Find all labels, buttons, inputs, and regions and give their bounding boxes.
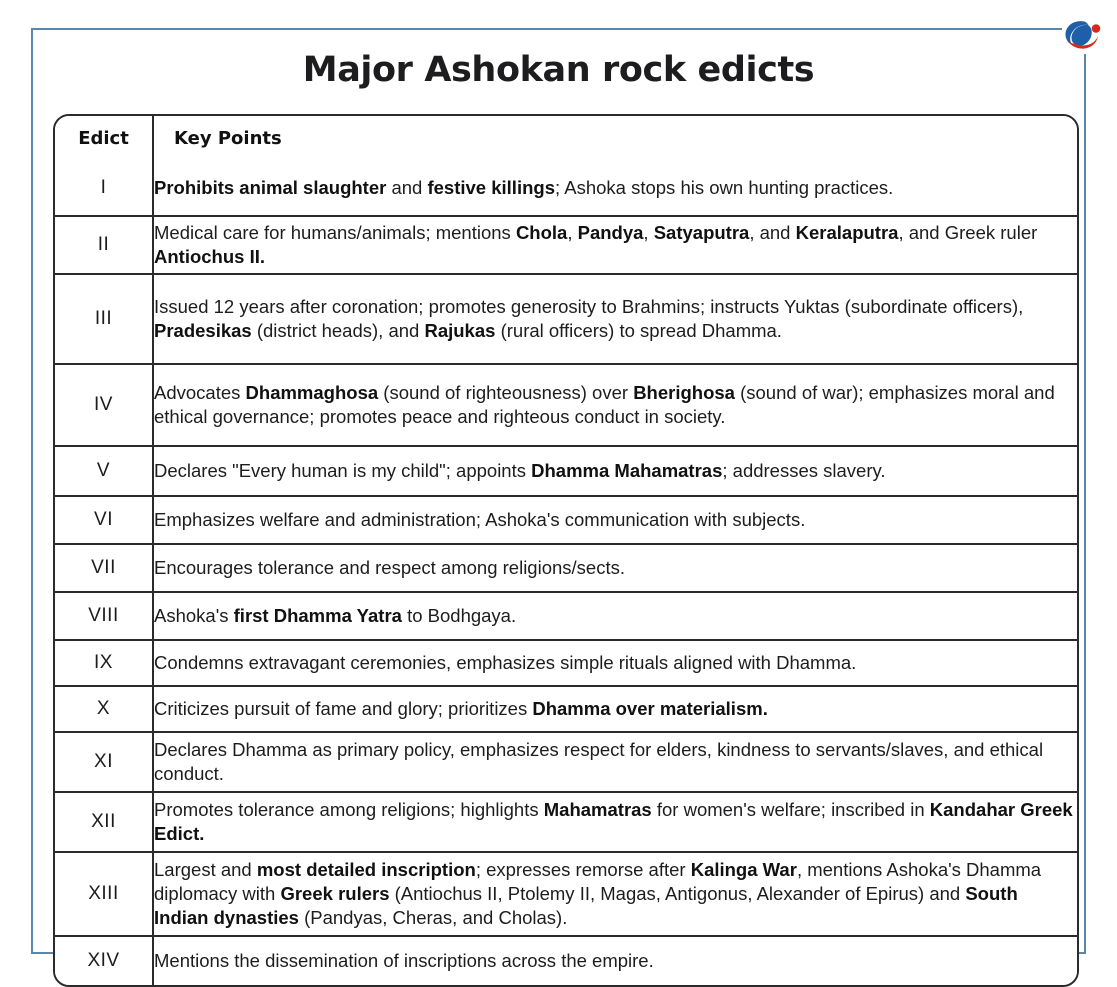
table-header-row [55, 116, 1077, 161]
table-header [55, 116, 1077, 161]
table-row [55, 687, 1077, 733]
edict-key-points: Emphasizes welfare and administration; Ashoka's communication with subjects. [154, 497, 1077, 545]
edict-number: XIV [55, 937, 154, 985]
table-body [55, 161, 1077, 985]
edict-key-points: Advocates Dhammaghosa (sound of righteousness) over Bherighosa (sound of war); emphasizes moral and ethical governance; promotes peace and righteous conduct in society. [154, 365, 1077, 447]
edicts-table [53, 114, 1079, 987]
table-row [55, 793, 1077, 853]
table-row [55, 641, 1077, 687]
edicts-table-container [53, 114, 1075, 987]
edict-number: II [55, 217, 154, 275]
table-row [55, 853, 1077, 937]
table-row [55, 733, 1077, 793]
edict-number: V [55, 447, 154, 497]
edict-number: VII [55, 545, 154, 593]
edict-number: XI [55, 733, 154, 793]
column-header-edict: Edict [55, 116, 154, 161]
edict-number: X [55, 687, 154, 733]
edict-number: VIII [55, 593, 154, 641]
edict-key-points: Declares "Every human is my child"; appoints Dhamma Mahamatras; addresses slavery. [154, 447, 1077, 497]
edict-key-points: Declares Dhamma as primary policy, emphasizes respect for elders, kindness to servants/slaves, and ethical conduct. [154, 733, 1077, 793]
table-row [55, 275, 1077, 365]
table-row [55, 447, 1077, 497]
table-row [55, 497, 1077, 545]
table-row [55, 593, 1077, 641]
edict-number: IV [55, 365, 154, 447]
edict-number: III [55, 275, 154, 365]
edict-key-points: Criticizes pursuit of fame and glory; prioritizes Dhamma over materialism. [154, 687, 1077, 733]
edict-key-points: Medical care for humans/animals; mentions Chola, Pandya, Satyaputra, and Keralaputra, and Greek ruler Antiochus II. [154, 217, 1077, 275]
edict-key-points: Encourages tolerance and respect among religions/sects. [154, 545, 1077, 593]
table-row [55, 161, 1077, 217]
edict-key-points: Issued 12 years after coronation; promotes generosity to Brahmins; instructs Yuktas (subordinate officers), Pradesikas (district heads), and Rajukas (rural officers) to spread Dhamma. [154, 275, 1077, 365]
column-header-key-points: Key Points [154, 116, 1077, 161]
edict-key-points: Ashoka's first Dhamma Yatra to Bodhgaya. [154, 593, 1077, 641]
edict-key-points: Promotes tolerance among religions; highlights Mahamatras for women's welfare; inscribed in Kandahar Greek Edict. [154, 793, 1077, 853]
table-row [55, 365, 1077, 447]
table-row [55, 545, 1077, 593]
edict-key-points: Prohibits animal slaughter and festive killings; Ashoka stops his own hunting practices. [154, 161, 1077, 217]
table-row [55, 937, 1077, 985]
edict-key-points: Mentions the dissemination of inscriptions across the empire. [154, 937, 1077, 985]
edict-number: IX [55, 641, 154, 687]
edict-key-points: Condemns extravagant ceremonies, emphasizes simple rituals aligned with Dhamma. [154, 641, 1077, 687]
edict-number: VI [55, 497, 154, 545]
table-row [55, 217, 1077, 275]
edict-number: I [55, 161, 154, 217]
page-title: Major Ashokan rock edicts [302, 50, 815, 90]
edict-number: XII [55, 793, 154, 853]
edict-key-points: Largest and most detailed inscription; expresses remorse after Kalinga War, mentions Ashoka's Dhamma diplomacy with Greek rulers (Antiochus II, Ptolemy II, Magas, Antigonus, Alexander of Epirus) and South Indian dynasties (Pandyas, Cheras, and Cholas). [154, 853, 1077, 937]
edict-number: XIII [55, 853, 154, 937]
